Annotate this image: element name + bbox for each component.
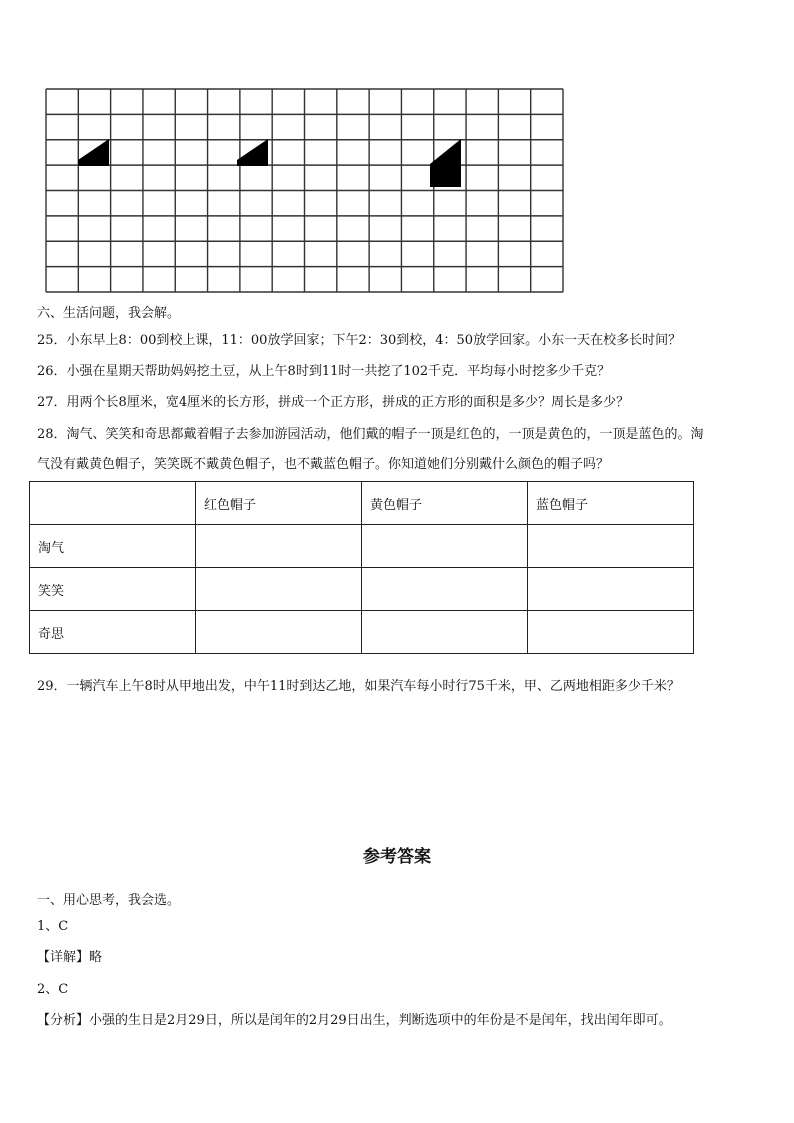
answer-cell[interactable] — [196, 568, 362, 611]
answer-cell[interactable] — [362, 611, 528, 654]
answer-2: 2、C — [37, 982, 69, 997]
row-label: 奇思 — [30, 611, 196, 654]
answer-cell[interactable] — [528, 568, 694, 611]
answer-2-analysis: 【分析】小强的生日是2月29日，所以是闰年的2月29日出生，判断选项中的年份是不是闰年，找出闰年即可。 — [37, 1013, 672, 1028]
table-header-cell: 红色帽子 — [196, 482, 362, 525]
shaded-shape-2 — [237, 139, 268, 166]
table-header-row — [30, 482, 694, 525]
question-26: 26．小强在星期天帮助妈妈挖土豆，从上午8时到11时一共挖了102千克．平均每小时挖多少千克？ — [37, 364, 611, 379]
table-header-cell: 蓝色帽子 — [528, 482, 694, 525]
table-row — [30, 611, 694, 654]
answer-1: 1、C — [37, 919, 69, 934]
question-25: 25．小东早上8：00到校上课，11：00放学回家；下午2：30到校，4：50放学回家。小东一天在校多长时间？ — [37, 333, 682, 348]
table-row — [30, 568, 694, 611]
answer-cell[interactable] — [362, 568, 528, 611]
answer-cell[interactable] — [196, 611, 362, 654]
row-label: 淘气 — [30, 525, 196, 568]
square-grid — [45, 88, 565, 294]
question-28-line1: 28．淘气、笑笑和奇思都戴着帽子去参加游园活动，他们戴的帽子一顶是红色的，一顶是黄色的，一顶是蓝色的。淘 — [37, 427, 704, 442]
row-label: 笑笑 — [30, 568, 196, 611]
answer-cell[interactable] — [528, 611, 694, 654]
answer-cell[interactable] — [196, 525, 362, 568]
shaded-shape-1 — [78, 139, 109, 166]
shaded-shape-3 — [430, 139, 461, 187]
table-header-cell — [30, 482, 196, 525]
answer-cell[interactable] — [362, 525, 528, 568]
answer-1-detail: 【详解】略 — [37, 950, 103, 965]
hat-color-table — [29, 481, 694, 654]
table-header-cell: 黄色帽子 — [362, 482, 528, 525]
section-six-heading: 六、生活问题，我会解。 — [37, 306, 181, 321]
answers-title: 参考答案 — [363, 847, 431, 867]
table-row — [30, 525, 694, 568]
question-27: 27．用两个长8厘米，宽4厘米的长方形，拼成一个正方形，拼成的正方形的面积是多少？周长是多少？ — [37, 395, 630, 410]
answer-cell[interactable] — [528, 525, 694, 568]
question-28-line2: 气没有戴黄色帽子，笑笑既不戴黄色帽子，也不戴蓝色帽子。你知道她们分别戴什么颜色的帽子吗？ — [37, 457, 610, 472]
question-29: 29．一辆汽车上午8时从甲地出发，中午11时到达乙地，如果汽车每小时行75千米，甲、乙两地相距多少千米？ — [37, 679, 680, 694]
answers-section-one: 一、用心思考，我会选。 — [37, 893, 181, 908]
